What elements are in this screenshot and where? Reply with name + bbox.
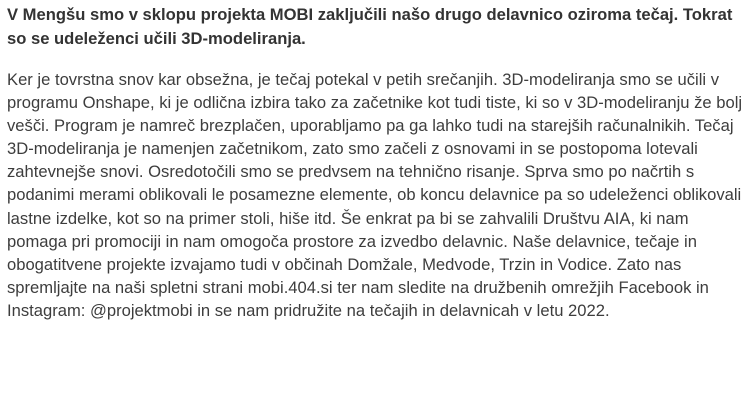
article-lead: V Mengšu smo v sklopu projekta MOBI zaključili našo drugo delavnico oziroma tečaj. Tokrat so se udeleženci učili 3D-modeliranja. [7, 5, 733, 48]
article [7, 3, 745, 322]
article-body: Ker je tovrstna snov kar obsežna, je tečaj potekal v petih srečanjih. 3D-modeliranja smo se učili v programu Onshape, ki je odlična izbira tako za začetnike kot tudi tiste, ki so v 3D-modeliranju že bolj vešči. Program je namreč brezplačen, uporabljamo pa ga lahko tudi na starejših računalnikih. Tečaj 3D-modeliranja je namenjen začetnikom, zato smo začeli z osnovami in se postopoma lotevali zahtevnejše snovi. Osredotočili smo se predvsem na tehnično risanje. Sprva smo po načrtih s podanimi merami oblikovali le posamezne elemente, ob koncu delavnice pa so udeleženci oblikovali lastne izdelke, kot so na primer stoli, hiše itd. Še enkrat pa bi se zahvalili Društvu AIA, ki nam pomaga pri promociji in nam omogoča prostore za izvedbo delavnic. Naše delavnice, tečaje in obogatitvene projekte izvajamo tudi v občinah Domžale, Medvode, Trzin in Vodice. Zato nas spremljajte na naši spletni strani mobi.404.si ter nam sledite na družbenih omrežjih Facebook in Instagram: @projektmobi in se nam pridružite na tečajih in delavnicah v letu 2022. [7, 70, 743, 320]
